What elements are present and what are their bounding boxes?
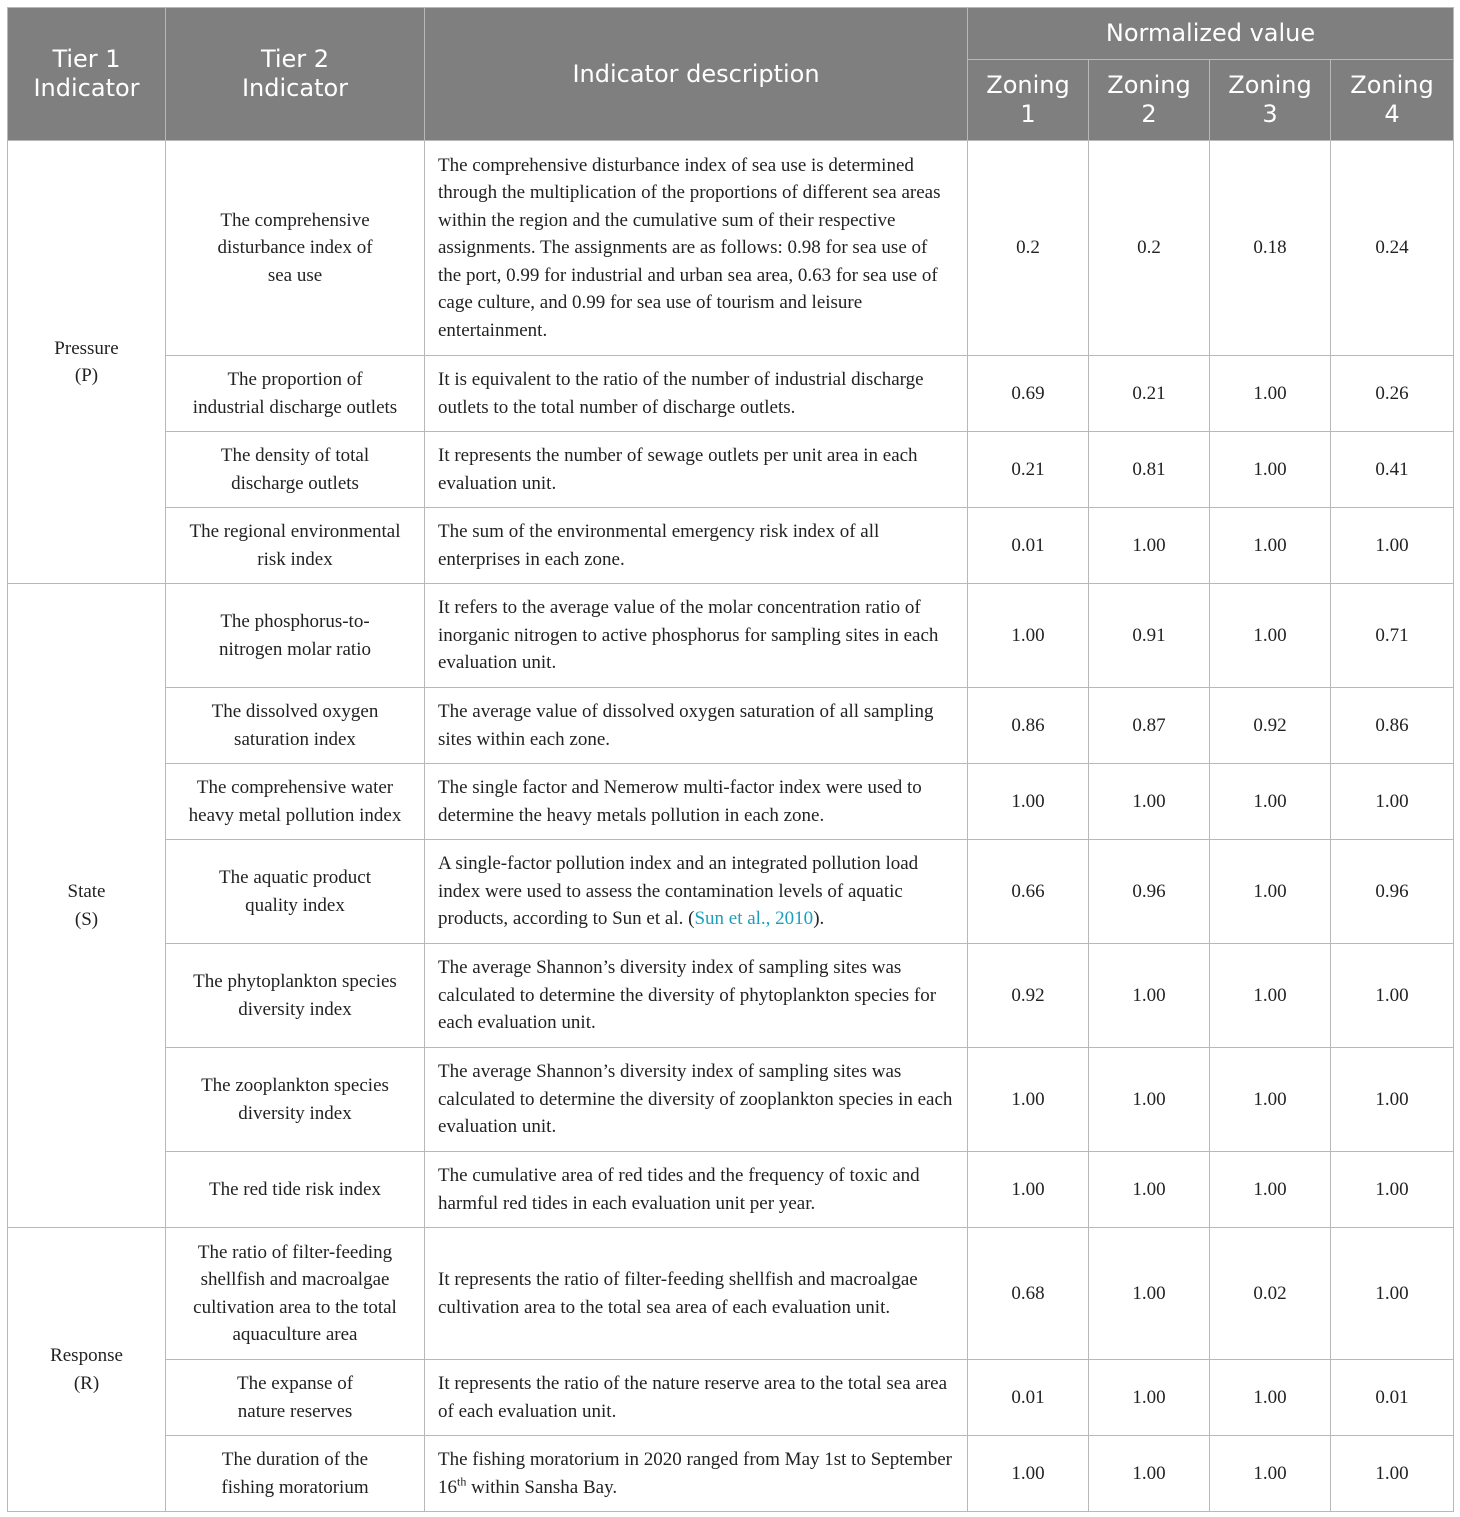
tier2-cell: The regional environmental risk index [166,508,425,584]
value-zoning-4: 0.01 [1331,1360,1454,1436]
value-zoning-1: 1.00 [968,764,1089,840]
value-zoning-4: 0.26 [1331,356,1454,432]
value-zoning-2: 0.21 [1089,356,1210,432]
tier2-cell: The phytoplankton species diversity index [166,944,425,1048]
indicator-table [7,7,1454,1512]
value-zoning-4: 0.96 [1331,840,1454,944]
header-zoning-1: Zoning 1 [968,60,1089,141]
value-zoning-4: 0.71 [1331,584,1454,688]
value-zoning-4: 0.41 [1331,432,1454,508]
value-zoning-3: 1.00 [1210,1048,1331,1152]
value-zoning-1: 0.01 [968,508,1089,584]
value-zoning-4: 0.24 [1331,141,1454,356]
description-cell: The average value of dissolved oxygen saturation of all sampling sites within each zone. [425,688,968,764]
superscript: th [457,1474,467,1489]
citation-link[interactable]: Sun et al., 2010 [694,908,814,930]
value-zoning-3: 1.00 [1210,1360,1331,1436]
tier2-cell: The dissolved oxygen saturation index [166,688,425,764]
value-zoning-1: 0.92 [968,944,1089,1048]
value-zoning-2: 0.96 [1089,840,1210,944]
value-zoning-3: 1.00 [1210,840,1331,944]
value-zoning-3: 1.00 [1210,356,1331,432]
value-zoning-2: 1.00 [1089,944,1210,1048]
tier2-cell: The proportion of industrial discharge outlets [166,356,425,432]
value-zoning-3: 0.02 [1210,1228,1331,1360]
description-cell: The sum of the environmental emergency risk index of all enterprises in each zone. [425,508,968,584]
table-row [8,688,1454,764]
header-zoning-2: Zoning 2 [1089,60,1210,141]
value-zoning-2: 1.00 [1089,508,1210,584]
tier2-cell: The red tide risk index [166,1152,425,1228]
tier2-cell: The duration of the fishing moratorium [166,1436,425,1512]
header-description: Indicator description [425,8,968,141]
value-zoning-1: 0.69 [968,356,1089,432]
table-row [8,356,1454,432]
description-cell: A single-factor pollution index and an integrated pollution load index were used to assess the contamination levels of aquatic products, according to Sun et al. (Sun et al., 2010). [425,840,968,944]
description-cell: The average Shannon’s diversity index of sampling sites was calculated to determine the diversity of zooplankton species in each evaluation unit. [425,1048,968,1152]
tier2-cell: The aquatic product quality index [166,840,425,944]
table-header [8,8,1454,141]
table-row [8,1436,1454,1512]
header-zoning-4: Zoning 4 [1331,60,1454,141]
tier2-cell: The density of total discharge outlets [166,432,425,508]
description-cell: It represents the ratio of filter-feeding shellfish and macroalgae cultivation area to the total sea area of each evaluation unit. [425,1228,968,1360]
description-cell: It represents the ratio of the nature reserve area to the total sea area of each evaluation unit. [425,1360,968,1436]
value-zoning-2: 0.87 [1089,688,1210,764]
description-cell: It refers to the average value of the molar concentration ratio of inorganic nitrogen to active phosphorus for sampling sites in each evaluation unit. [425,584,968,688]
table-row [8,840,1454,944]
value-zoning-3: 1.00 [1210,432,1331,508]
value-zoning-4: 0.86 [1331,688,1454,764]
value-zoning-2: 1.00 [1089,1048,1210,1152]
description-cell: The fishing moratorium in 2020 ranged from May 1st to September 16th within Sansha Bay. [425,1436,968,1512]
value-zoning-4: 1.00 [1331,1152,1454,1228]
value-zoning-1: 1.00 [968,1048,1089,1152]
value-zoning-4: 1.00 [1331,1048,1454,1152]
tier2-cell: The ratio of filter-feeding shellfish and macroalgae cultivation area to the total aquaculture area [166,1228,425,1360]
value-zoning-4: 1.00 [1331,508,1454,584]
table-row [8,1048,1454,1152]
table-row [8,432,1454,508]
description-cell: The single factor and Nemerow multi-factor index were used to determine the heavy metals pollution in each zone. [425,764,968,840]
value-zoning-1: 1.00 [968,584,1089,688]
value-zoning-2: 0.91 [1089,584,1210,688]
header-tier1: Tier 1 Indicator [8,8,166,141]
group-response: Response (R) [8,1228,166,1512]
tier2-cell: The expanse of nature reserves [166,1360,425,1436]
header-tier2: Tier 2 Indicator [166,8,425,141]
value-zoning-3: 0.18 [1210,141,1331,356]
table-row [8,141,1454,356]
value-zoning-1: 0.21 [968,432,1089,508]
value-zoning-2: 1.00 [1089,1360,1210,1436]
table-row [8,584,1454,688]
table-row [8,944,1454,1048]
table-row [8,1360,1454,1436]
table-row [8,1152,1454,1228]
group-pressure: Pressure (P) [8,141,166,584]
tier2-cell: The zooplankton species diversity index [166,1048,425,1152]
tier2-cell: The comprehensive water heavy metal pollution index [166,764,425,840]
value-zoning-3: 1.00 [1210,944,1331,1048]
header-zoning-3: Zoning 3 [1210,60,1331,141]
value-zoning-4: 1.00 [1331,944,1454,1048]
value-zoning-1: 0.2 [968,141,1089,356]
table-row [8,1228,1454,1360]
header-normalized-value: Normalized value [968,8,1454,60]
value-zoning-1: 0.86 [968,688,1089,764]
description-cell: It is equivalent to the ratio of the number of industrial discharge outlets to the total number of discharge outlets. [425,356,968,432]
value-zoning-1: 0.66 [968,840,1089,944]
value-zoning-1: 0.68 [968,1228,1089,1360]
value-zoning-4: 1.00 [1331,1436,1454,1512]
value-zoning-3: 1.00 [1210,1436,1331,1512]
tier2-cell: The comprehensive disturbance index of sea use [166,141,425,356]
value-zoning-3: 1.00 [1210,764,1331,840]
value-zoning-2: 1.00 [1089,1152,1210,1228]
value-zoning-1: 1.00 [968,1152,1089,1228]
value-zoning-3: 1.00 [1210,508,1331,584]
tier2-cell: The phosphorus-to- nitrogen molar ratio [166,584,425,688]
description-cell: The average Shannon’s diversity index of sampling sites was calculated to determine the diversity of phytoplankton species for each evaluation unit. [425,944,968,1048]
value-zoning-1: 1.00 [968,1436,1089,1512]
group-state: State (S) [8,584,166,1228]
value-zoning-4: 1.00 [1331,1228,1454,1360]
value-zoning-2: 1.00 [1089,764,1210,840]
value-zoning-3: 1.00 [1210,584,1331,688]
value-zoning-2: 1.00 [1089,1436,1210,1512]
table-row [8,508,1454,584]
description-cell: The comprehensive disturbance index of sea use is determined through the multiplication of the proportions of different sea areas within the region and the cumulative sum of their respective assignments. The assignments are as follows: 0.98 for sea use of the port, 0.99 for industrial and urban sea area, 0.63 for sea use of cage culture, and 0.99 for sea use of tourism and leisure entertainment. [425,141,968,356]
value-zoning-2: 0.81 [1089,432,1210,508]
description-cell: It represents the number of sewage outlets per unit area in each evaluation unit. [425,432,968,508]
value-zoning-3: 1.00 [1210,1152,1331,1228]
value-zoning-2: 0.2 [1089,141,1210,356]
value-zoning-2: 1.00 [1089,1228,1210,1360]
table-row [8,764,1454,840]
value-zoning-4: 1.00 [1331,764,1454,840]
description-cell: The cumulative area of red tides and the frequency of toxic and harmful red tides in each evaluation unit per year. [425,1152,968,1228]
value-zoning-1: 0.01 [968,1360,1089,1436]
value-zoning-3: 0.92 [1210,688,1331,764]
